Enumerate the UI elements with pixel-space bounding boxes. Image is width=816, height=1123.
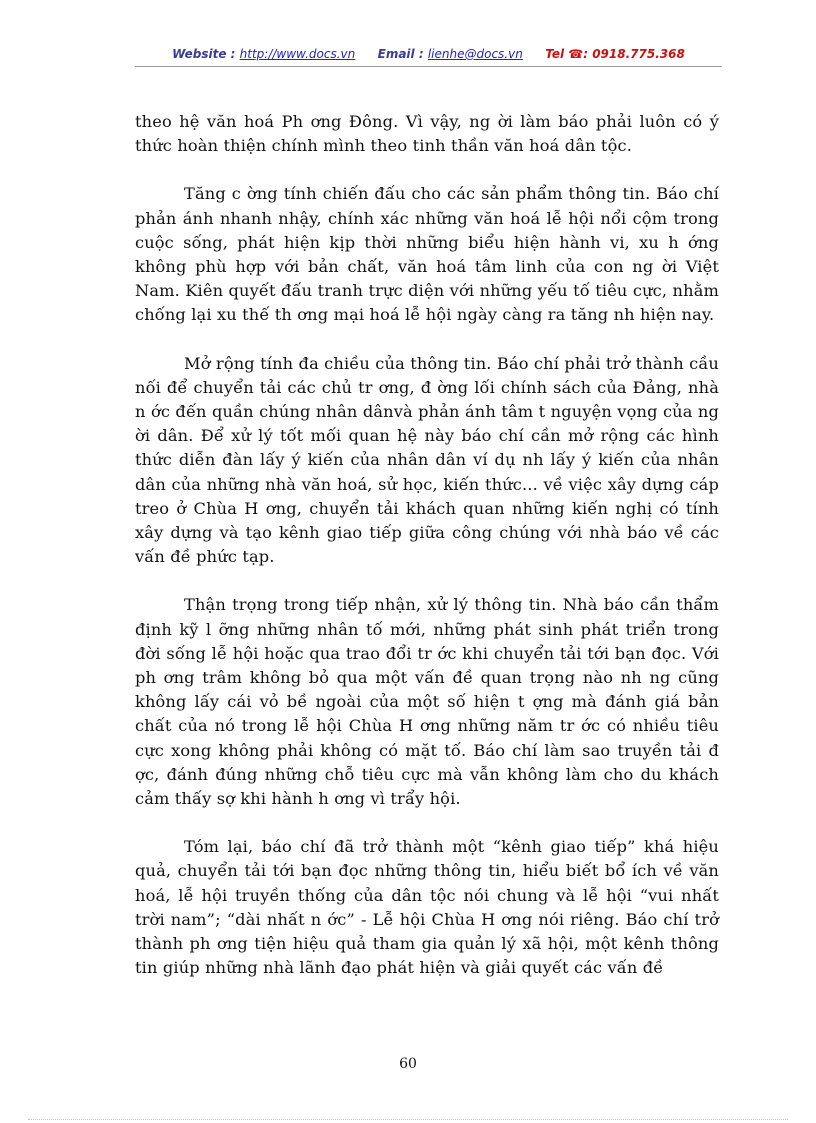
email-label: Email (377, 47, 415, 61)
website-label: Website : (172, 47, 236, 61)
paragraph-5: Tóm lại, báo chí đã trở thành một “kênh giao tiếp” khá hiệu quả, chuyển tải tới bạn đọc những thông tin, hiểu biết bổ ích về văn hoá, lễ hội truyền thống của dân tộc nói chung và lễ hội “vui nhất trời nam”; “dài nhất n ớc” - Lễ hội Chùa H ơng nói riêng. Báo chí trở thành ph ơng tiện hiệu quả tham gia quản lý xã hội, một kênh thông tin giúp những nhà lãnh đạo phát hiện và giải quyết các vấn đề (135, 837, 719, 978)
phone-icon: ☎ (568, 47, 584, 61)
email-separator: : (418, 47, 424, 61)
paragraph-3: Mở rộng tính đa chiều của thông tin. Báo chí phải trở thành cầu nối để chuyển tải các chủ tr ơng, đ ờng lối chính sách của Đảng, nhà n ớc đến quần chúng nhân dânvà phản ánh tâm t nguyện vọng của ng ời dân. Để xử lý tốt mối quan hệ này báo chí cần mở rộng các hình thức diễn đàn lấy ý kiến của nhân dân ví dụ nh lấy ý kiến của nhân dân của những nhà văn hoá, sử học, kiến thức... về việc xây dựng cáp treo ở Chùa H ơng, chuyển tải khách quan những kiến nghị có tính xây dựng và tạo kênh giao tiếp giữa công chúng với nhà báo về các vấn đề phức tạp. (135, 353, 719, 567)
tel-label: Tel (545, 47, 565, 61)
page-number: 60 (399, 1056, 417, 1072)
tel-value: : 0918.775.368 (583, 47, 685, 61)
paragraph-1: theo hệ văn hoá Ph ơng Đông. Vì vậy, ng ời làm báo phải luôn có ý thức hoàn thiện chính mình theo tinh thần văn hoá dân tộc. (135, 112, 719, 156)
bottom-divider (28, 1119, 788, 1120)
document-body (135, 110, 719, 981)
email-link[interactable]: lienhe@docs.vn (427, 47, 523, 61)
website-link[interactable]: http://www.docs.vn (239, 47, 356, 61)
paragraph-2: Tăng c ờng tính chiến đấu cho các sản phẩm thông tin. Báo chí phản ánh nhanh nhậy, chính xác những văn hoá lễ hội nổi cộm trong cuộc sống, phát hiện kịp thời những biểu hiện hành vi, xu h ớng không phù hợp với bản chất, văn hoá tâm linh của con ng ời Việt Nam. Kiên quyết đấu tranh trực diện với những yếu tố tiêu cực, nhằm chống lại xu thế th ơng mại hoá lễ hội ngày càng ra tăng nh hiện nay. (135, 184, 719, 325)
paragraph-4: Thận trọng trong tiếp nhận, xử lý thông tin. Nhà báo cần thẩm định kỹ l ỡng những nhân tố mới, những phát sinh phát triển trong đời sống lễ hội hoặc qua trao đổi tr ớc khi chuyển tải tới bạn đọc. Với ph ơng trâm không bỏ qua một vấn đề quan trọng nào nh ng cũng không lấy cái vỏ bề ngoài của một số hiện t ợng mà đánh giá bản chất của nó trong lễ hội Chùa H ơng những năm tr ớc có nhiều tiêu cực xong không phải không có mặt tố. Báo chí làm sao truyền tải đ ợc, đánh đúng những chỗ tiêu cực mà vẫn không làm cho du khách cảm thấy sợ khi hành h ơng vì trẩy hội. (135, 595, 719, 809)
